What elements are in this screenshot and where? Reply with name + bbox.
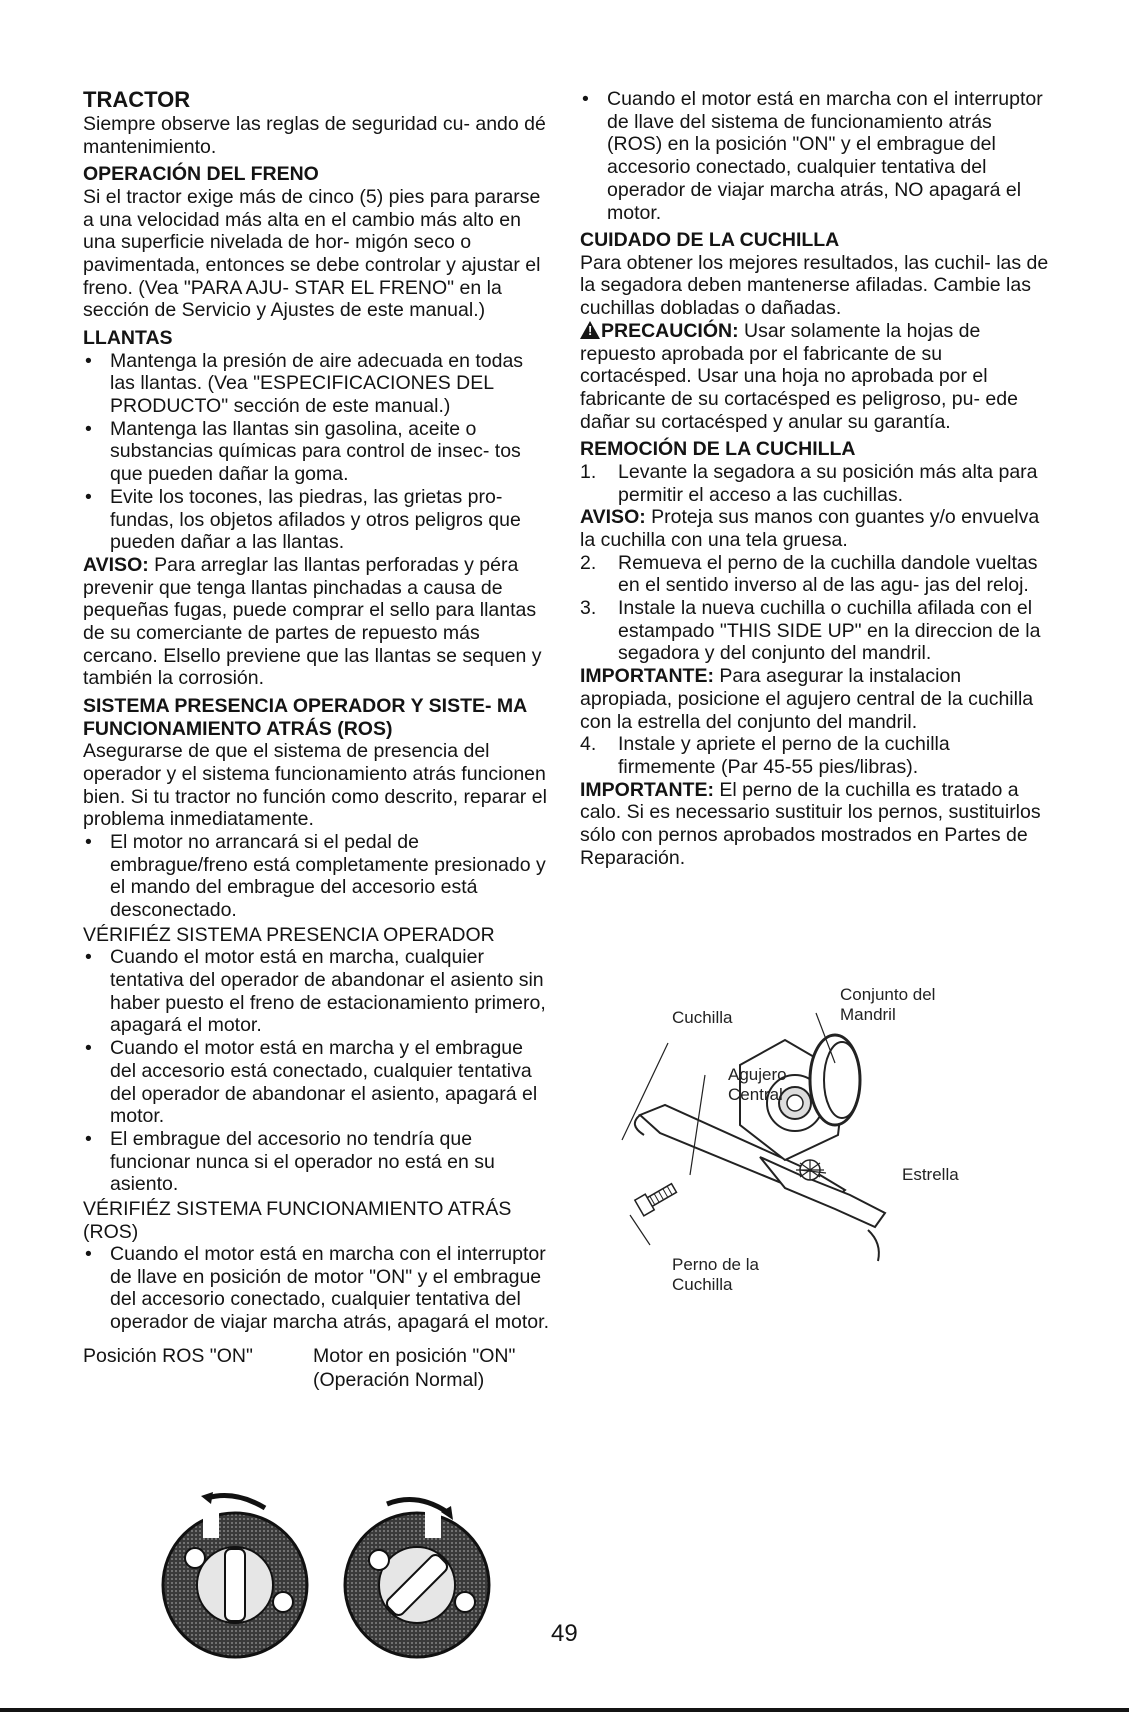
blade-diagram [620, 985, 980, 1305]
right-column [580, 88, 1050, 870]
important-1 [580, 665, 1050, 733]
caution-label: PRECAUCIÓN: [601, 319, 739, 342]
heading-verify-ros: VÉRIFIÉZ SISTEMA FUNCIONAMIENTO ATRÁS (ROS) [83, 1198, 512, 1243]
ignition-switch-illustration [155, 1490, 515, 1660]
list-item: • Mantenga las llantas sin gasolina, aceite o substancias químicas para control de insec- tos que pueden dañar la goma. [83, 418, 553, 486]
label-star: Estrella [902, 1165, 959, 1184]
ros-list-2 [83, 946, 553, 1196]
blade-care-text: Para obtener los mejores resultados, las cuchil- las de la segadora deben mantenerse afiladas. Cambie las cuchillas dobladas o dañadas. [580, 251, 1049, 320]
list-item: 4. Instale y apriete el perno de la cuchilla firmemente (Par 45-55 pies/libras). [580, 733, 950, 778]
removal-steps-c [580, 733, 1050, 778]
list-item: 3. Instale la nueva cuchilla o cuchilla afilada con el estampado "THIS SIDE UP" en la direccion de la segadora y del conjunto del mandril. [580, 597, 1041, 665]
list-item: • Cuando el motor está en marcha con el interruptor de llave del sistema de funcionamiento atrás (ROS) en la posición "ON" y el embrague del accesorio conectado, cualquier tentativa del operador de viajar marcha atrás, NO apagará el motor. [580, 88, 1050, 224]
label-center-hole: Agujero Central [728, 1065, 787, 1104]
heading-blade-removal: REMOCIÓN DE LA CUCHILLA [580, 438, 856, 461]
important-label: IMPORTANTE: [580, 665, 714, 688]
heading-blade-care: CUIDADO DE LA CUCHILLA [580, 229, 840, 252]
tires-list [83, 350, 553, 554]
ros-text: Asegurarse de que el sistema de presencia del operador y el sistema funcionamiento atrás funcionen bien. Si tu tractor no función como descrito, reparar el problema inmediatamente. [83, 740, 547, 831]
list-item: • El embrague del accesorio no tendría que funcionar nunca si el operador no está en su asiento. [83, 1128, 553, 1196]
list-item: • Mantenga la presión de aire adecuada en todas las llantas. (Vea "ESPECIFICACIONES DEL PRODUCTO" sección de este manual.) [83, 350, 553, 418]
removal-notice [580, 506, 1050, 551]
page-number: 49 [551, 1620, 578, 1647]
label-blade: Cuchilla [672, 1008, 733, 1027]
caution-text: Usar solamente la hojas de repuesto aprobada por el fabricante de su cortacésped. Usar una hoja no aprobada por el fabricante de su cortacésped es peligroso, pu- ede dañar su cortacésped y anular su garantía. [580, 319, 1018, 433]
heading-ros: SISTEMA PRESENCIA OPERADOR Y SISTE- MA FUNCIONAMIENTO ATRÁS (ROS) [83, 695, 527, 740]
blade-caution [580, 320, 1050, 434]
label-ros-on: Posición ROS "ON" [83, 1344, 253, 1367]
important-label: IMPORTANTE: [580, 778, 714, 801]
knob-motor-on-icon [345, 1500, 489, 1658]
ros-list-3 [83, 1243, 553, 1334]
label-blade-bolt: Perno de la Cuchilla [672, 1255, 759, 1294]
important-2 [580, 779, 1050, 870]
left-column [83, 88, 553, 1394]
notice-label: AVISO: [580, 506, 646, 529]
heading-tires: LLANTAS [83, 327, 173, 350]
list-item: • Cuando el motor está en marcha con el interruptor de llave en posición de motor "ON" y el embrague del accesorio conectado, cualquier tentativa del operador de viajar marcha atrás, apagará el motor. [83, 1243, 553, 1334]
ros-list-1 [83, 831, 553, 922]
list-item: 2. Remueva el perno de la cuchilla dandole vueltas en el sentido inverso al de las agu- jas del reloj. [580, 551, 1038, 597]
label-mandrel: Conjunto del Mandril [840, 985, 936, 1024]
list-item: 1. Levante la segadora a su posición más alta para permitir el acceso a las cuchillas. [580, 460, 1038, 506]
bottom-rule [0, 1708, 1129, 1712]
knob-ros-on-icon [163, 1492, 307, 1657]
list-item: • Evite los tocones, las piedras, las grietas pro- fundas, los objetos afilados y otros peligros que pueden dañar a las llantas. [83, 486, 553, 554]
ros-list-4 [580, 88, 1050, 224]
list-item: • Cuando el motor está en marcha, cualquier tentativa del operador de abandonar el asiento sin haber puesto el freno de estacionamiento primero, apagará el motor. [83, 946, 553, 1037]
label-motor-on: Motor en posición "ON" (Operación Normal) [313, 1344, 516, 1391]
brake-text: Si el tractor exige más de cinco (5) pies para pararse a una velocidad más alta en el cambio más alto en una superficie nivelada de hor- migón seco o pavimentada, entonces se debe controlar y ajustar el freno. (Vea "PARA AJU- STAR EL FRENO" en la sección de Servicio y Ajustes de este manual.) [83, 185, 541, 322]
removal-steps-a [580, 461, 1050, 506]
ros-position-labels [83, 1344, 553, 1394]
important-text: Para asegurar la instalacion apropiada, posicione el agujero central de la cuchilla con la estrella del conjunto del mandril. [580, 665, 1034, 733]
notice-text: Proteja sus manos con guantes y/o envuelva la cuchilla con una tela gruesa. [580, 506, 1040, 551]
notice-text: Para arreglar las llantas perforadas y péra prevenir que tenga llantas pinchadas a causa de pequeñas fugas, puede comprar el sello para llantas de su comerciante de partes de repuesto más cercano. Elsello previene que las llantas se sequen y también la corrosión. [83, 553, 542, 690]
heading-brake: OPERACIÓN DEL FRENO [83, 163, 319, 186]
section-title-tractor: TRACTOR [83, 87, 191, 112]
tires-notice [83, 554, 553, 690]
warning-triangle-icon: ! [580, 321, 600, 339]
removal-steps-b [580, 552, 1050, 666]
intro-text: Siempre observe las reglas de seguridad cu- ando dé mantenimiento. [83, 113, 546, 158]
heading-verify-operator: VÉRIFIÉZ SISTEMA PRESENCIA OPERADOR [83, 923, 495, 946]
list-item: • El motor no arrancará si el pedal de embrague/freno está completamente presionado y el mando del embrague del accesorio está desconectado. [83, 831, 553, 922]
list-item: • Cuando el motor está en marcha y el embrague del accesorio está conectado, cualquier tentativa del operador de abandonar el asiento, apagará el motor. [83, 1037, 553, 1128]
important-text: El perno de la cuchilla es tratado a calo. Si es necessario sustituir los pernos, sustituirlos sólo con pernos aprobados mostrados en Partes de Reparación. [580, 778, 1041, 869]
notice-label: AVISO: [83, 553, 149, 576]
